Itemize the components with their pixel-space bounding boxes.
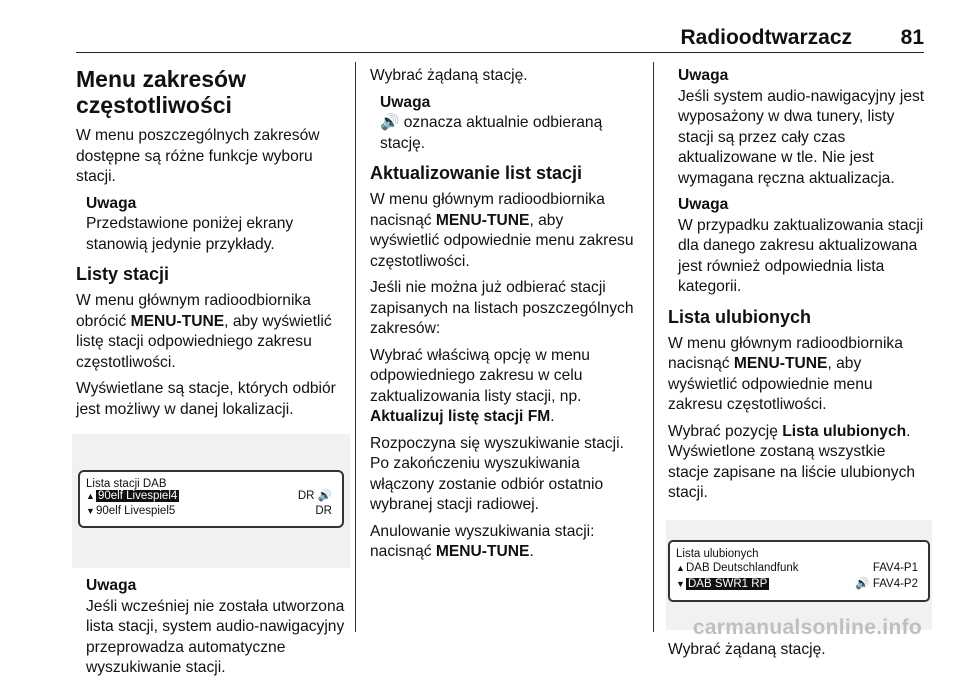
page-header bbox=[76, 24, 924, 53]
control-name: MENU-TUNE bbox=[435, 543, 530, 560]
note-text: oznacza aktualnie odbieraną stację. bbox=[380, 114, 603, 152]
display-screen bbox=[78, 470, 344, 528]
screen-illustration bbox=[72, 434, 350, 568]
subsection-heading: Lista ulubionych bbox=[668, 306, 812, 327]
station-row-selected: ▼ DAB SWR1 RP 🔊 FAV4-P2 bbox=[676, 577, 918, 590]
watermark: carmanualsonline.info bbox=[692, 616, 922, 639]
menu-option: Aktualizuj listę stacji FM bbox=[370, 408, 551, 425]
note-text: Przedstawione poniżej ekrany stanowią jedynie przykłady. bbox=[86, 215, 294, 253]
station-row: ▼90elf Livespiel5 DR bbox=[86, 505, 332, 517]
column-1 bbox=[76, 60, 346, 685]
control-name: MENU-TUNE bbox=[435, 211, 530, 229]
paragraph: W menu głównym radioodbiornika obrócić MENU-TUNE, aby wyświetlić listę stacji odpowiedniego zakresu częstotliwości. bbox=[76, 292, 332, 371]
speaker-icon: 🔊 bbox=[314, 490, 332, 502]
note-text: Jeśli system audio-nawigacyjny jest wyposażony w dwa tunery, listy stacji są przez cały czas aktualizowane w tle. Nie jest wymagana ręczna aktualizacja. bbox=[678, 87, 925, 187]
column-divider bbox=[653, 62, 654, 632]
header-title: Radioodtwarzacz bbox=[680, 26, 852, 49]
note-title: Uwaga bbox=[678, 67, 729, 84]
arrow-up-icon: ▲ bbox=[86, 491, 95, 501]
paragraph: Wybrać żądaną stację. bbox=[668, 640, 826, 658]
control-name: MENU-TUNE bbox=[130, 312, 225, 330]
note-text: Jeśli wcześniej nie została utworzona lista stacji, system audio-nawigacyjny przeprowadza automatyczne wyszukiwanie stacji. bbox=[86, 597, 345, 676]
paragraph: Wybrać pozycję Lista ulubionych. Wyświetlone zostaną wszystkie stacje zapisane na liście ulubionych stacji. bbox=[668, 422, 916, 501]
column-divider bbox=[355, 62, 356, 632]
note bbox=[668, 195, 930, 298]
paragraph: Rozpoczyna się wyszukiwanie stacji. Po zakończeniu wyszukiwania włączony zostanie odbiór ostatnio wybranej stacji radiowej. bbox=[370, 434, 624, 513]
note-title: Uwaga bbox=[86, 577, 137, 594]
note-title: Uwaga bbox=[380, 93, 431, 111]
station-row: ▲DAB Deutschlandfunk FAV4-P1 bbox=[676, 561, 918, 574]
note bbox=[76, 576, 346, 679]
subsection-heading: Listy stacji bbox=[76, 264, 170, 284]
paragraph: W menu głównym radioodbiornika nacisnąć MENU-TUNE, aby wyświetlić odpowiednie menu zakresu częstotliwości. bbox=[668, 334, 903, 413]
paragraph: Wybrać żądaną stację. bbox=[370, 67, 528, 84]
screen-title: Lista ulubionych bbox=[676, 547, 759, 560]
station-row-selected: ▲ 90elf Livespiel4 DR 🔊 bbox=[86, 490, 332, 502]
note bbox=[668, 66, 930, 189]
note-title: Uwaga bbox=[86, 194, 137, 212]
arrow-up-icon: ▲ bbox=[676, 562, 685, 573]
note-text: W przypadku zaktualizowania stacji dla danego zakresu aktualizowana jest również odpowiednia lista kategorii. bbox=[678, 216, 924, 295]
section-heading: Menu zakresów częstotliwości bbox=[76, 66, 246, 118]
arrow-down-icon: ▼ bbox=[676, 578, 685, 589]
column-3 bbox=[668, 60, 930, 666]
paragraph: Anulowanie wyszukiwania stacji: nacisnąć MENU-TUNE. bbox=[370, 522, 595, 560]
paragraph: Wyświetlane są stacje, których odbiór jest możliwy w danej lokalizacji. bbox=[76, 380, 336, 418]
display-screen bbox=[668, 540, 930, 602]
subsection-heading: Aktualizowanie list stacji bbox=[370, 163, 583, 183]
note-title: Uwaga bbox=[678, 196, 729, 213]
page-number: 81 bbox=[900, 26, 924, 49]
menu-option: Lista ulubionych bbox=[782, 422, 907, 440]
screen-illustration bbox=[666, 520, 932, 630]
column-2 bbox=[370, 60, 635, 569]
note bbox=[76, 194, 346, 256]
note bbox=[370, 93, 635, 155]
speaker-icon: 🔊 bbox=[855, 577, 873, 590]
control-name: MENU-TUNE bbox=[733, 355, 828, 372]
arrow-down-icon: ▼ bbox=[86, 506, 95, 516]
paragraph: Wybrać właściwą opcję w menu odpowiedniego zakresu w celu zaktualizowania listy stacji, np. Aktualizuj listę stacji FM. bbox=[370, 346, 590, 425]
paragraph: Jeśli nie można już odbierać stacji zapisanych na listach poszczególnych zakresów: bbox=[370, 279, 634, 337]
paragraph: W menu głównym radioodbiornika nacisnąć MENU-TUNE, aby wyświetlić odpowiednie menu zakresu częstotliwości. bbox=[370, 191, 634, 270]
speaker-icon: 🔊 bbox=[380, 114, 404, 131]
screen-title: Lista stacji DAB bbox=[86, 478, 167, 490]
paragraph: W menu poszczególnych zakresów dostępne są różne funkcje wyboru stacji. bbox=[76, 127, 320, 185]
